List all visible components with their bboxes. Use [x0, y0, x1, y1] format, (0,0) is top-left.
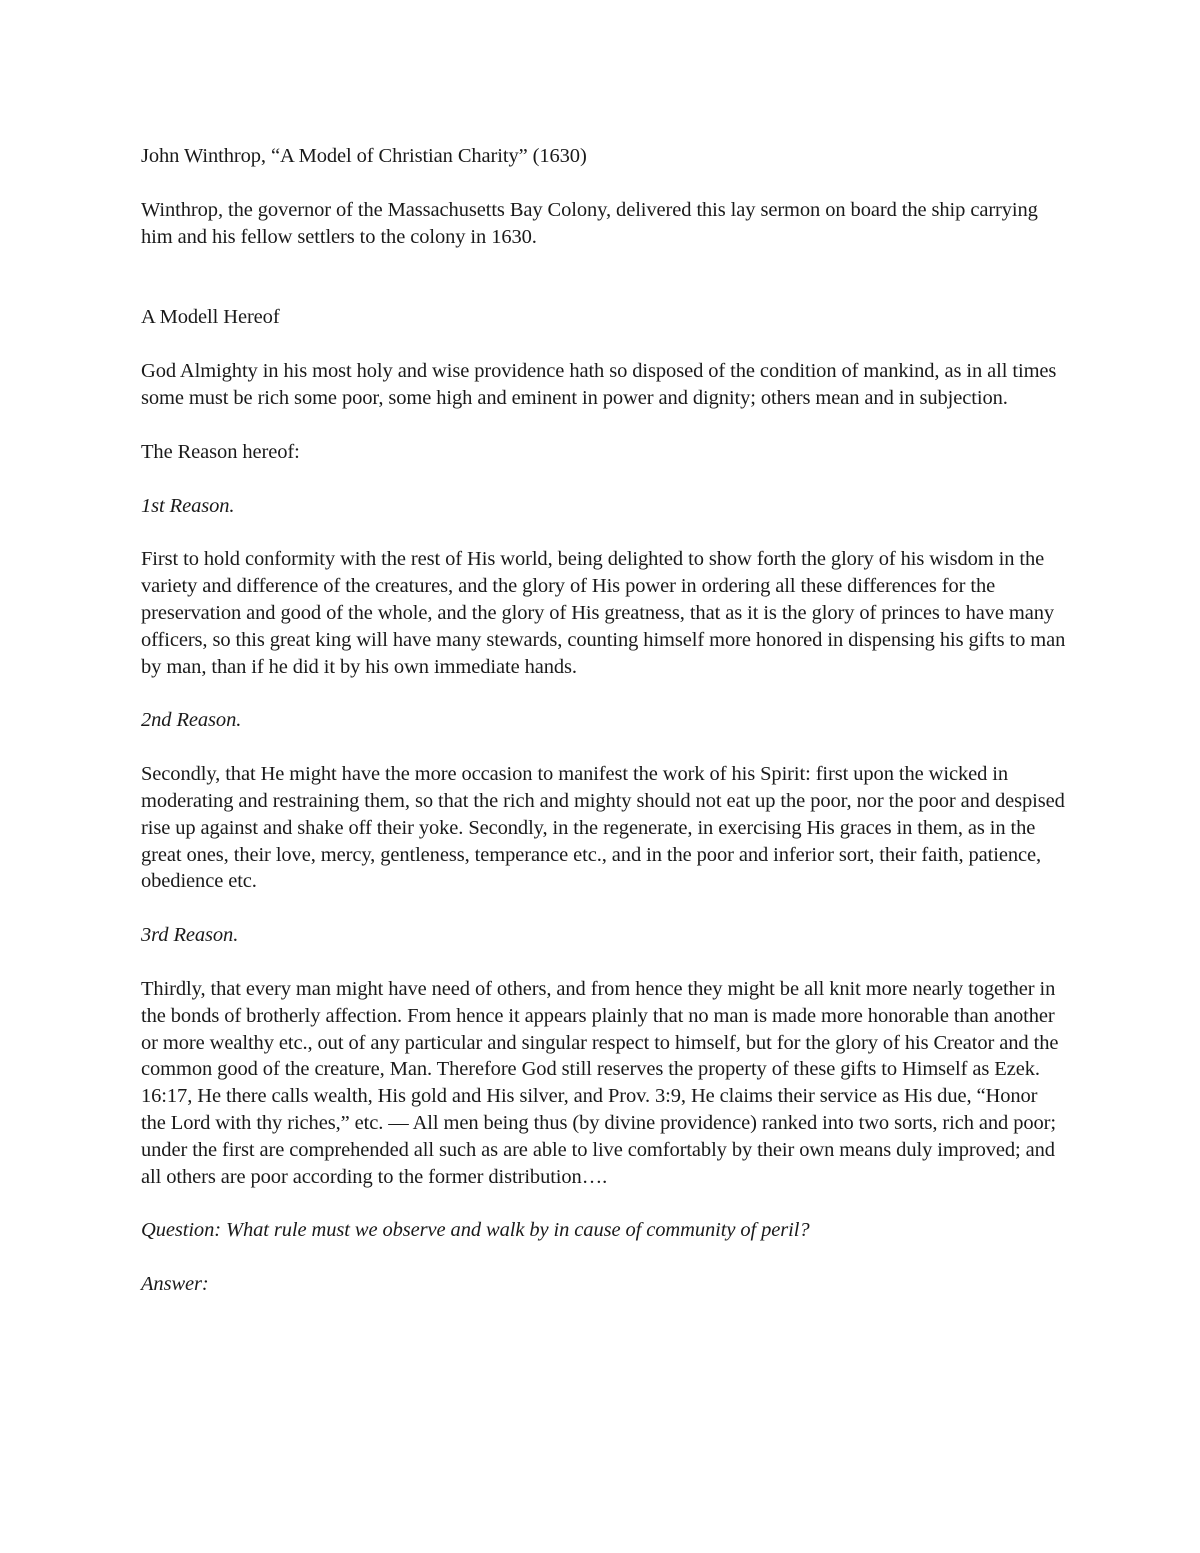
intro-paragraph: Winthrop, the governor of the Massachusetts Bay Colony, delivered this lay sermon on board the ship carrying him and his fellow settlers to the colony in 1630. [141, 198, 1038, 248]
question-line: Question: What rule must we observe and walk by in cause of community of peril? [141, 1219, 810, 1242]
document-body [141, 143, 1066, 1325]
reason1-heading: 1st Reason. [141, 494, 235, 517]
reason-intro: The Reason hereof: [141, 440, 300, 463]
answer-line: Answer: [141, 1273, 209, 1296]
section-heading: A Modell Hereof [141, 306, 280, 329]
reason2-paragraph: Secondly, that He might have the more occasion to manifest the work of his Spirit: first upon the wicked in moderating and restraining them, so that the rich and mighty should not eat up the poor, nor the poor and despised rise up against and shake off their yoke. Secondly, in the regenerate, in exercising His graces in them, as in the great ones, their love, mercy, gentleness, temperance etc., and in the poor and inferior sort, their faith, patience, obedience etc. [141, 763, 1065, 893]
reason1-paragraph: First to hold conformity with the rest of His world, being delighted to show forth the glory of his wisdom in the variety and difference of the creatures, and the glory of His power in ordering all these differences for the preservation and good of the whole, and the glory of His greatness, that as it is the glory of princes to have many officers, so this great king will have many stewards, counting himself more honored in dispensing his gifts to man by man, than if he did it by his own immediate hands. [141, 548, 1066, 678]
reason3-paragraph: Thirdly, that every man might have need of others, and from hence they might be all knit more nearly together in the bonds of brotherly affection. From hence it appears plainly that no man is made more honorable than another or more wealthy etc., out of any particular and singular respect to himself, but for the glory of his Creator and the common good of the creature, Man. Therefore God still reserves the property of these gifts to Himself as Ezek. 16:17, He there calls wealth, His gold and His silver, and Prov. 3:9, He claims their service as His due, “Honor the Lord with thy riches,” etc. — All men being thus (by divine providence) ranked into two sorts, rich and poor; under the first are comprehended all such as are able to live comfortably by their own means duly improved; and all others are poor according to the former distribution…. [141, 977, 1059, 1188]
opening-paragraph: God Almighty in his most holy and wise providence hath so disposed of the condition of mankind, as in all times some must be rich some poor, some high and eminent in power and dignity; others mean and in subjection. [141, 360, 1057, 409]
reason3-heading: 3rd Reason. [141, 924, 239, 947]
reason2-heading: 2nd Reason. [141, 709, 242, 732]
title-line: John Winthrop, “A Model of Christian Charity” (1630) [141, 145, 587, 167]
